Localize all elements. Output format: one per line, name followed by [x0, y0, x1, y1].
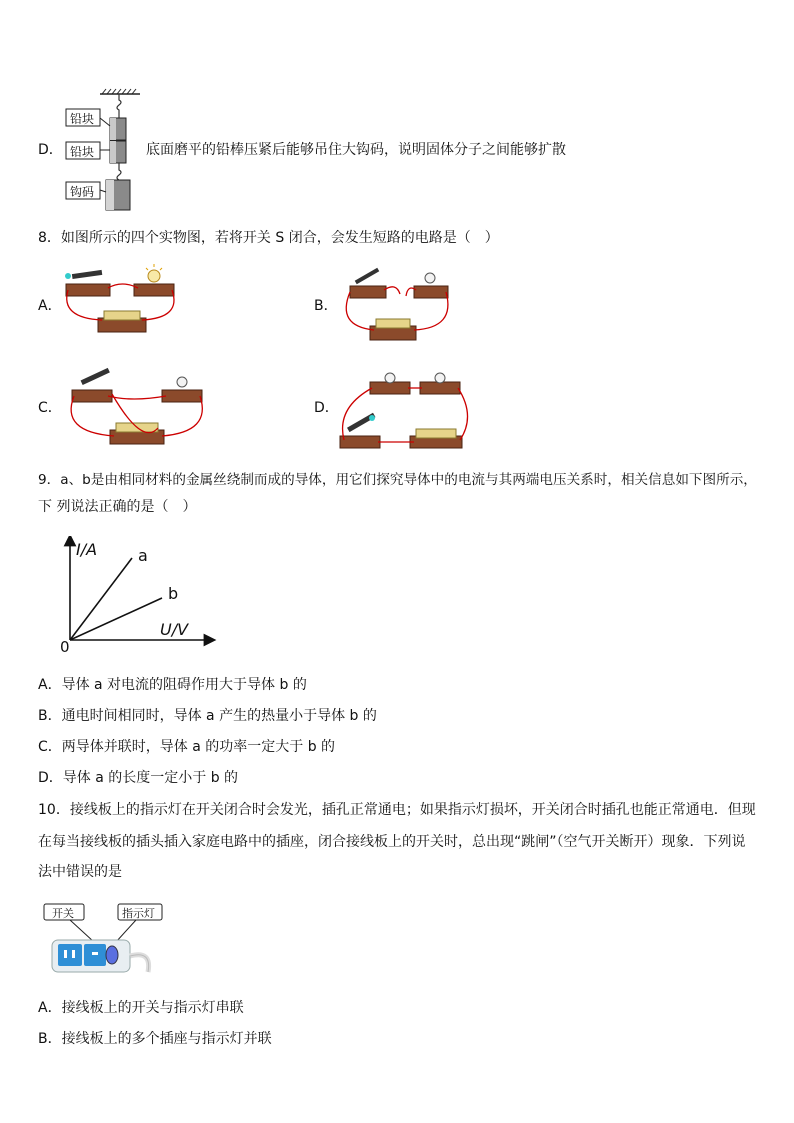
lead-top-label: 铅块	[70, 112, 95, 126]
q8-stem: 8．如图所示的四个实物图，若将开关 S 闭合，会发生短路的电路是（ ）	[38, 230, 499, 246]
q7-option-d-label: D．	[38, 142, 63, 158]
q7-option-d-text: 底面磨平的铅棒压紧后能够吊住大钩码，说明固体分子之间能够扩散	[146, 142, 566, 158]
q8-option-b-label: B．	[314, 298, 338, 314]
lead-bottom-label: 铅块	[70, 145, 95, 159]
q10-stem-line1: 10．接线板上的指示灯在开关闭合时会发光，插孔正常通电；如果指示灯损坏，开关闭合时插孔也能正常通电．但现	[38, 802, 756, 818]
q8-option-c-label: C．	[38, 400, 62, 416]
graph-x-axis-label: U/V	[160, 620, 189, 639]
q9-option-c: C．两导体并联时，导体 a 的功率一定大于 b 的	[38, 739, 336, 755]
graph-origin-label: 0	[60, 638, 70, 656]
q10-option-b: B．接线板上的多个插座与指示灯并联	[38, 1031, 272, 1047]
graph-line-b	[70, 598, 162, 640]
q9-stem-line2: 下 列说法正确的是（ ）	[38, 499, 197, 515]
q8-circuit-b	[336, 262, 456, 348]
q9-option-a: A．导体 a 对电流的阻碍作用大于导体 b 的	[38, 677, 307, 693]
weight-label: 钩码	[70, 185, 95, 199]
q8-circuit-a	[58, 258, 188, 338]
graph-line-b-label: b	[168, 584, 179, 603]
indicator-label: 指示灯	[122, 907, 155, 920]
graph-y-axis-label: I/A	[76, 540, 98, 559]
q8-circuit-c	[62, 366, 212, 452]
switch-label: 开关	[52, 907, 74, 920]
q10-stem-line2: 在每当接线板的插头插入家庭电路中的插座，闭合接线板上的开关时，总出现“跳闸”（空气开关断开）现象．下列说	[38, 834, 746, 850]
q9-option-b: B．通电时间相同时，导体 a 产生的热量小于导体 b 的	[38, 708, 377, 724]
q8-circuit-d	[336, 368, 476, 456]
q8-option-d-label: D．	[314, 400, 339, 416]
q8-option-a-label: A．	[38, 298, 62, 314]
q10-stem-line3: 法中错误的是	[38, 864, 122, 880]
q9-option-d: D．导体 a 的长度一定小于 b 的	[38, 770, 239, 786]
q9-stem-line1: 9．a、b是由相同材料的金属丝绕制而成的导体，用它们探究导体中的电流与其两端电压关系时，相关信息如下图所示，	[38, 472, 757, 488]
graph-line-a	[70, 558, 132, 640]
q10-option-a: A．接线板上的开关与指示灯串联	[38, 1000, 244, 1016]
graph-line-a-label: a	[138, 546, 148, 565]
